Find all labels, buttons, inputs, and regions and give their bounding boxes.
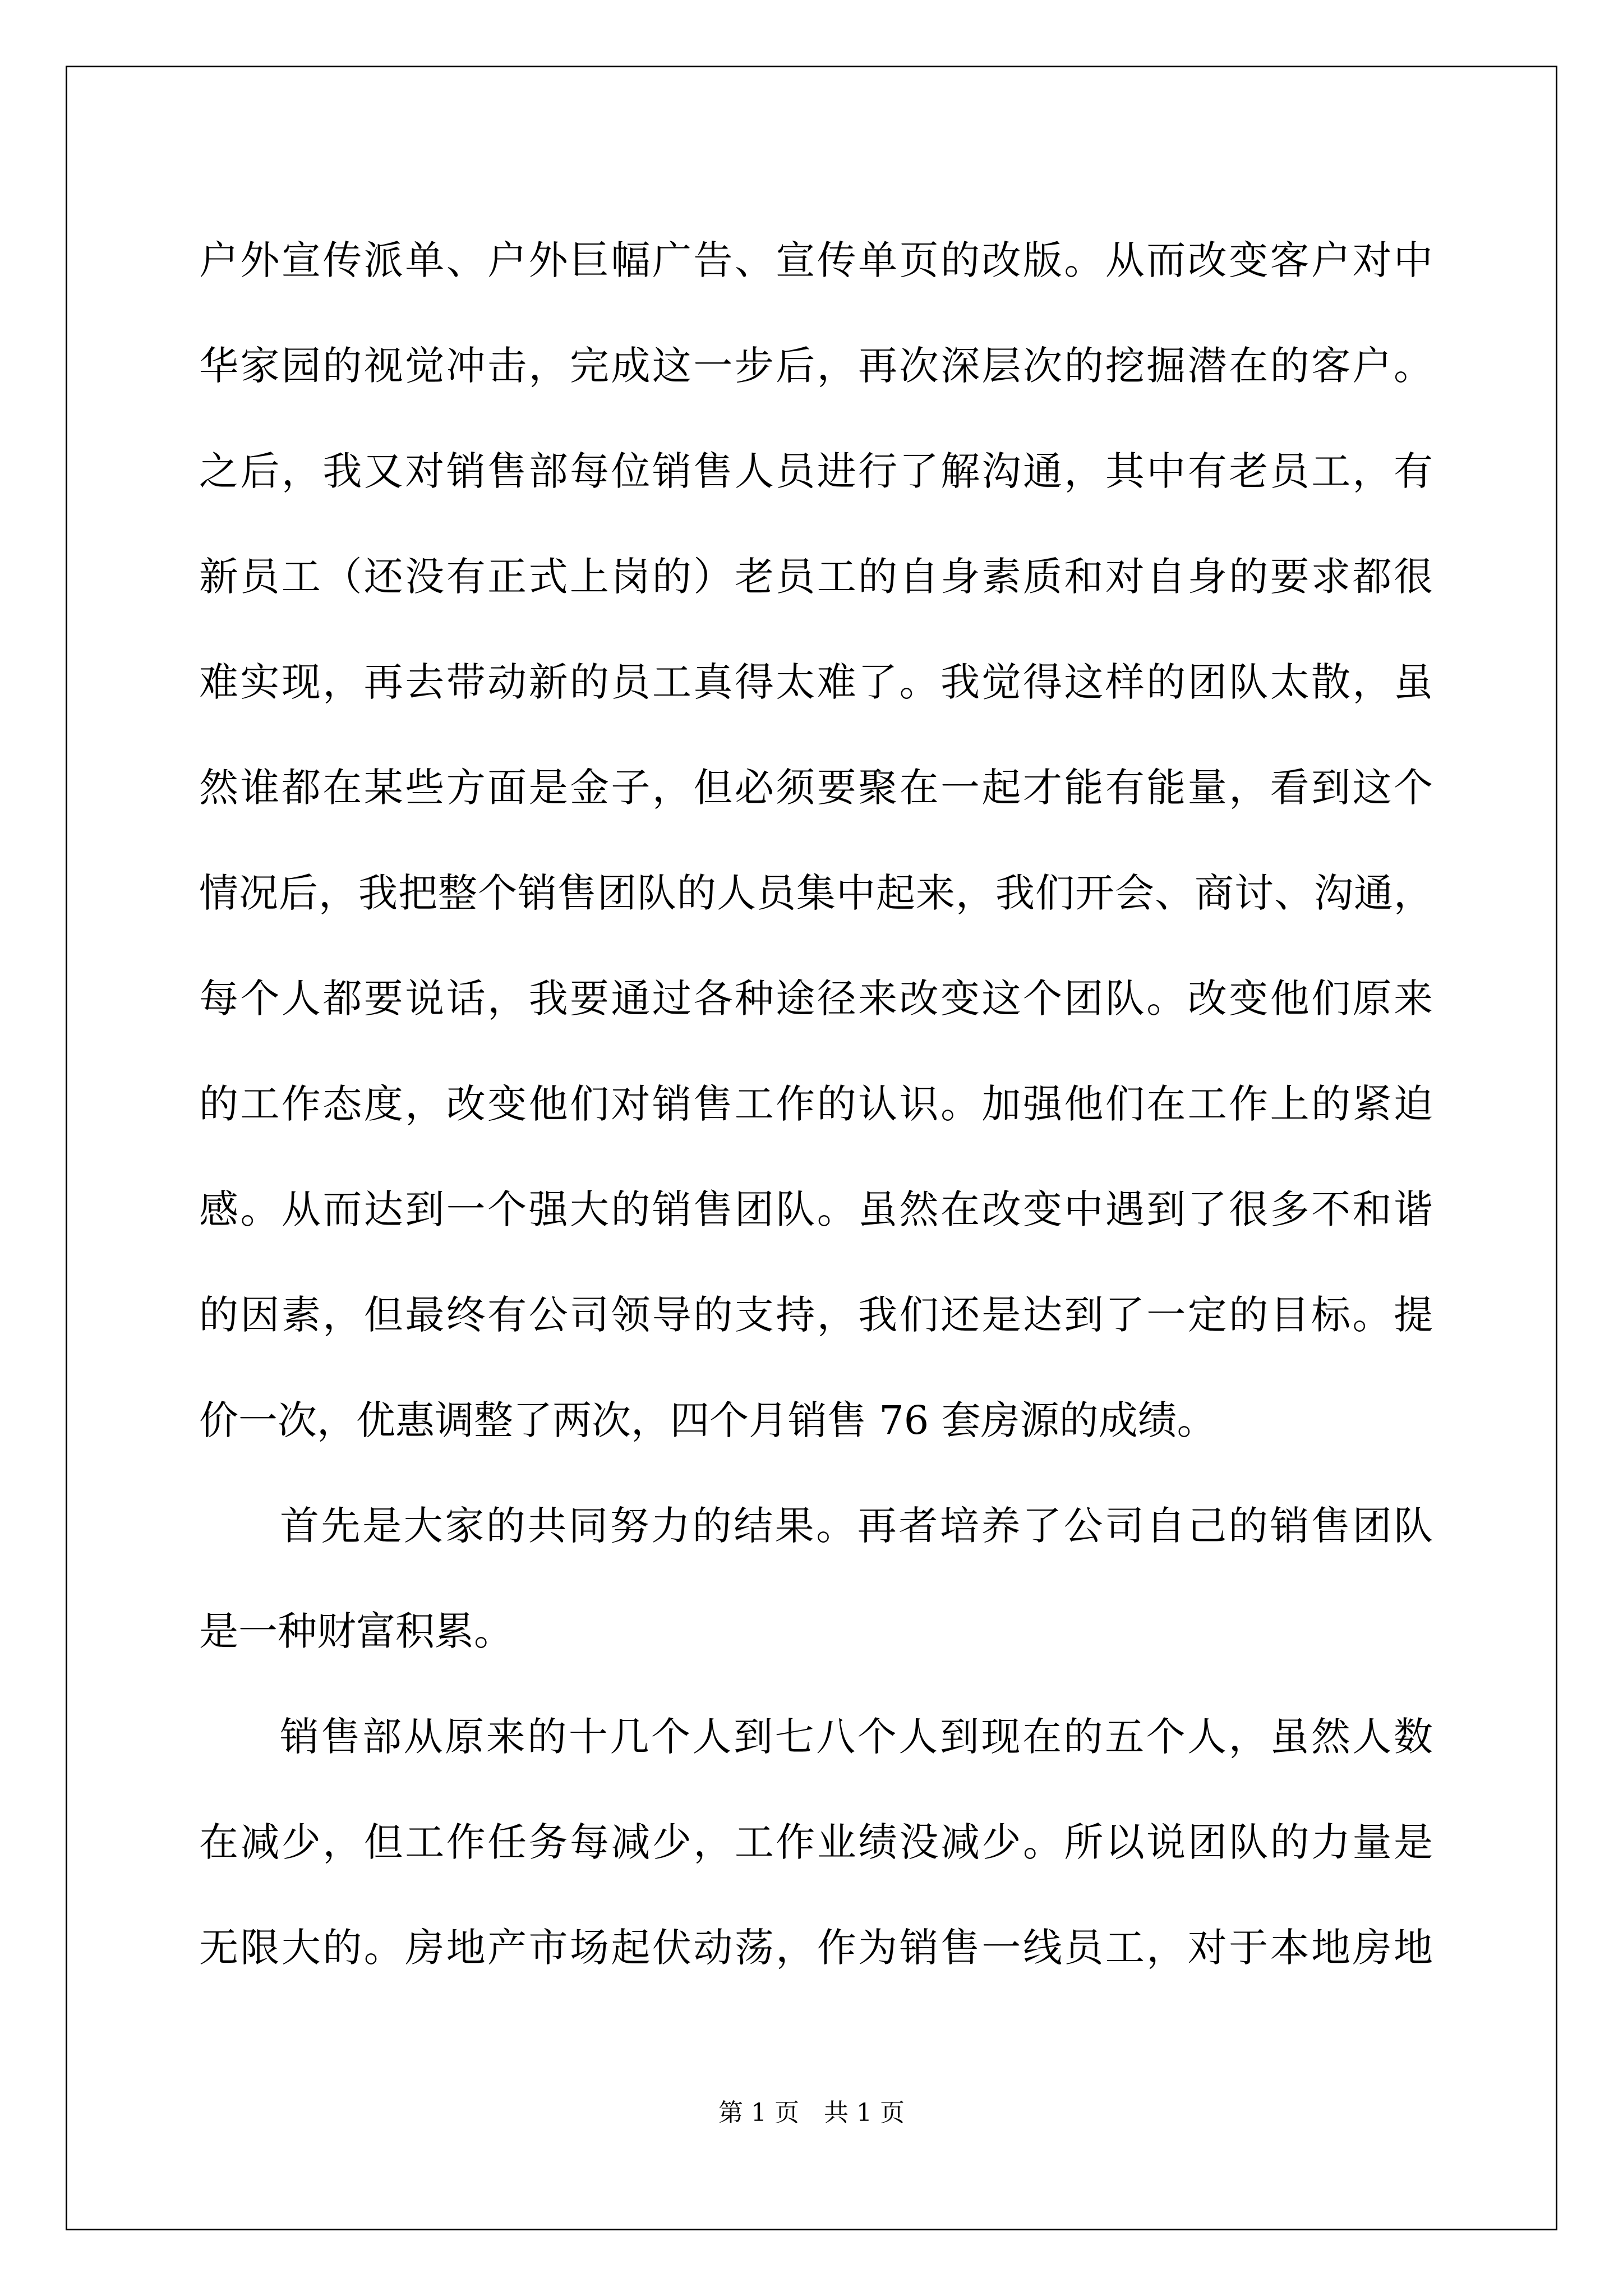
paragraph-line: 户外宣传派单、户外巨幅广告、宣传单页的改版。从而改变客户对中 <box>199 237 1433 283</box>
paragraph-line: 是一种财富积累。 <box>199 1608 513 1654</box>
paragraph-line: 的工作态度，改变他们对销售工作的认识。加强他们在工作上的紧迫 <box>199 1081 1433 1127</box>
paragraph-line: 然谁都在某些方面是金子，但必须要聚在一起才能有能量，看到这个 <box>199 765 1433 811</box>
paragraph-line: 难实现，再去带动新的员工真得太难了。我觉得这样的团队太散，虽 <box>199 659 1433 705</box>
document-body <box>199 208 1433 2000</box>
paragraph-line: 新员工（还没有正式上岗的）老员工的自身素质和对自身的要求都很 <box>199 554 1433 600</box>
paragraph-line: 在减少，但工作任务每减少，工作业绩没减少。所以说团队的力量是 <box>199 1819 1433 1865</box>
paragraph-line: 价一次，优惠调整了两次，四个月销售 76 套房源的成绩。 <box>199 1397 1216 1443</box>
paragraph-line: 感。从而达到一个强大的销售团队。虽然在改变中遇到了很多不和谐 <box>199 1186 1433 1232</box>
paragraph-line: 销售部从原来的十几个人到七八个人到现在的五个人，虽然人数 <box>280 1714 1433 1760</box>
paragraph-line: 首先是大家的共同努力的结果。再者培养了公司自己的销售团队 <box>280 1503 1433 1549</box>
paragraph-line: 之后，我又对销售部每位销售人员进行了解沟通，其中有老员工，有 <box>199 448 1433 494</box>
paragraph-line: 无限大的。房地产市场起伏动荡，作为销售一线员工，对于本地房地 <box>199 1925 1433 1971</box>
page-footer: 第 1 页 共 1 页 <box>718 2099 905 2127</box>
paragraph-line: 的因素，但最终有公司领导的支持，我们还是达到了一定的目标。提 <box>199 1292 1433 1338</box>
paragraph-line: 华家园的视觉冲击，完成这一步后，再次深层次的挖掘潜在的客户。 <box>199 343 1433 389</box>
paragraph-line: 情况后，我把整个销售团队的人员集中起来，我们开会、商讨、沟通， <box>199 870 1433 916</box>
paragraph-line: 每个人都要说话，我要通过各种途径来改变这个团队。改变他们原来 <box>199 976 1433 1022</box>
